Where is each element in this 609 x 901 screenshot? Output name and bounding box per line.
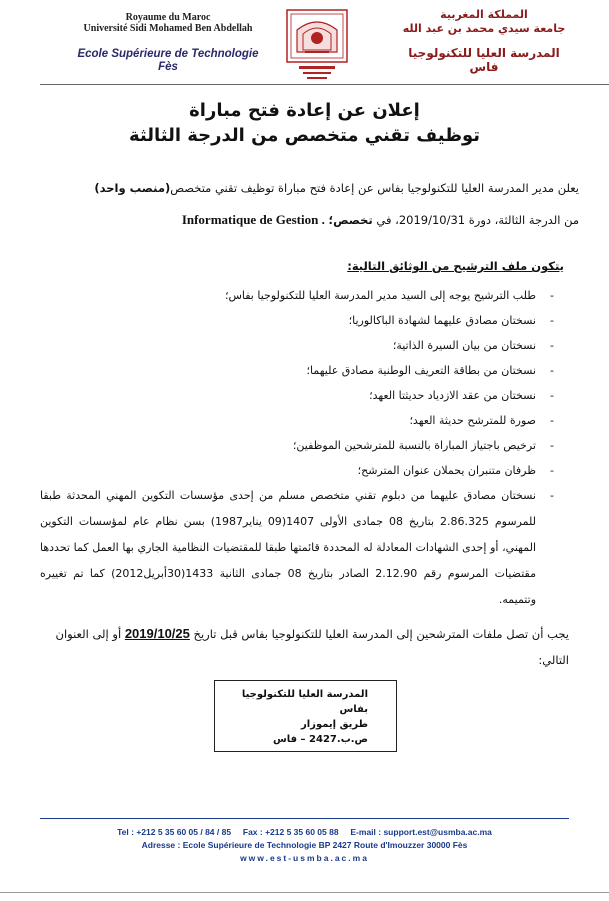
address-box [214, 680, 397, 752]
deadline-text: يجب أن تصل ملفات المترشحين إلى المدرسة العليا للتكنولوجيا بفاس قبل تاريخ [193, 627, 569, 641]
specialty-value: Informatique de Gestion . [181, 212, 325, 227]
list-item: - صورة للمترشح حديثة العهد؛ [40, 408, 554, 433]
positions-count: (منصب واحد) [94, 181, 171, 195]
list-item: - طلب الترشيح يوجه إلى السيد مدير المدرسة العليا للتكنولوجيا بفاس؛ [40, 283, 554, 308]
documents-title: يتكون ملف الترشيح من الوثائق التالية: [347, 259, 564, 273]
address-line-1: المدرسة العليا للتكنولوجيا بفاس [241, 689, 368, 715]
intro-text-1: يعلن مدير المدرسة العليا للتكنولوجيا بفاس عن إعادة فتح مباراة توظيف تقني متخصص [170, 181, 579, 195]
announcement-subtitle: توظيف تقني متخصص من الدرجة الثالثة [128, 125, 481, 146]
intro-text-2: من الدرجة الثالثة، دورة 2019/10/31، في [376, 213, 579, 227]
list-item: - نسختان من بيان السيرة الذاتية؛ [40, 333, 554, 358]
list-item: - نسختان من عقد الازدياد حديثتا العهد؛ [40, 383, 554, 408]
deadline-paragraph [40, 621, 569, 673]
kingdom-label-fr: Royaume du Maroc [125, 12, 211, 23]
footer-contacts: Tel : +212 5 35 60 05 / 84 / 85 Fax : +212 5 35 60 05 88 E-mail : support.est@usmba.ac.ma [117, 827, 492, 837]
list-item: - نسختان من بطاقة التعريف الوطنية مصادق عليهما؛ [40, 358, 554, 383]
intro-line-2 [30, 212, 579, 228]
university-emblem-icon [285, 8, 349, 82]
intro-line-1 [30, 180, 579, 196]
school-label-fr: Ecole Supérieure de Technologie [77, 48, 259, 60]
specialty-label: تخصص؛ [328, 213, 373, 227]
city-label-fr: Fès [158, 61, 178, 73]
announcement-title: إعلان عن إعادة فتح مباراة [189, 100, 420, 121]
kingdom-label-ar: المملكة المغربية [440, 8, 528, 21]
university-label-fr: Université Sidi Mohamed Ben Abdellah [83, 23, 253, 34]
footer-website: www.est-usmba.ac.ma [240, 853, 369, 863]
list-item: - ظرفان متنبران يحملان عنوان المترشح؛ [40, 458, 554, 483]
header-arabic [379, 8, 589, 74]
university-label-ar: جامعة سيدي محمد بن عبد الله [402, 22, 566, 35]
list-item: - ترخيص باجتياز المباراة بالنسبة للمترشحين الموظفين؛ [40, 433, 554, 458]
deadline-date: 2019/10/25 [124, 626, 190, 641]
footer-address: Adresse : Ecole Supérieure de Technologie BP 2427 Route d'Imouzzer 30000 Fès [141, 840, 468, 850]
page-bottom-edge [0, 892, 609, 893]
footer-divider [40, 818, 569, 819]
address-line-2: طريق إيموزار [301, 719, 368, 730]
list-item: - نسختان مصادق عليهما لشهادة الباكالوريا؛ [40, 308, 554, 333]
address-line-3: ص.ب.2427 – فاس [272, 734, 368, 745]
header-divider [40, 84, 609, 85]
city-label-ar: فاس [469, 60, 499, 74]
documents-list [40, 283, 554, 613]
list-item: - نسختان مصادق عليهما من دبلوم تقني متخصص مسلم من إحدى مؤسسات التكوين المهني المحدثة طبقا للمرسوم 2.86.325 بتاريخ 08 جمادى الأولى 1407(09 يناير1987) بسن نظام عام لمؤسسات التكوين المهني، أو إحدى الشهادات المعادلة له المحددة قائمتها طبقا للمقتضيات النظامية الجاري بها العمل كما تحددها مقتضيات المرسوم رقم 2.12.90 الصادر بتاريخ 08 جمادى الثانية 1433(30أبريل2012) كما تم تغييره وتتميمه. [40, 483, 554, 613]
deadline-text-after: أو إلى العنوان التالي: [55, 627, 569, 667]
school-label-ar: المدرسة العليا للتكنولوجيا [408, 46, 560, 60]
header-french [58, 12, 278, 74]
